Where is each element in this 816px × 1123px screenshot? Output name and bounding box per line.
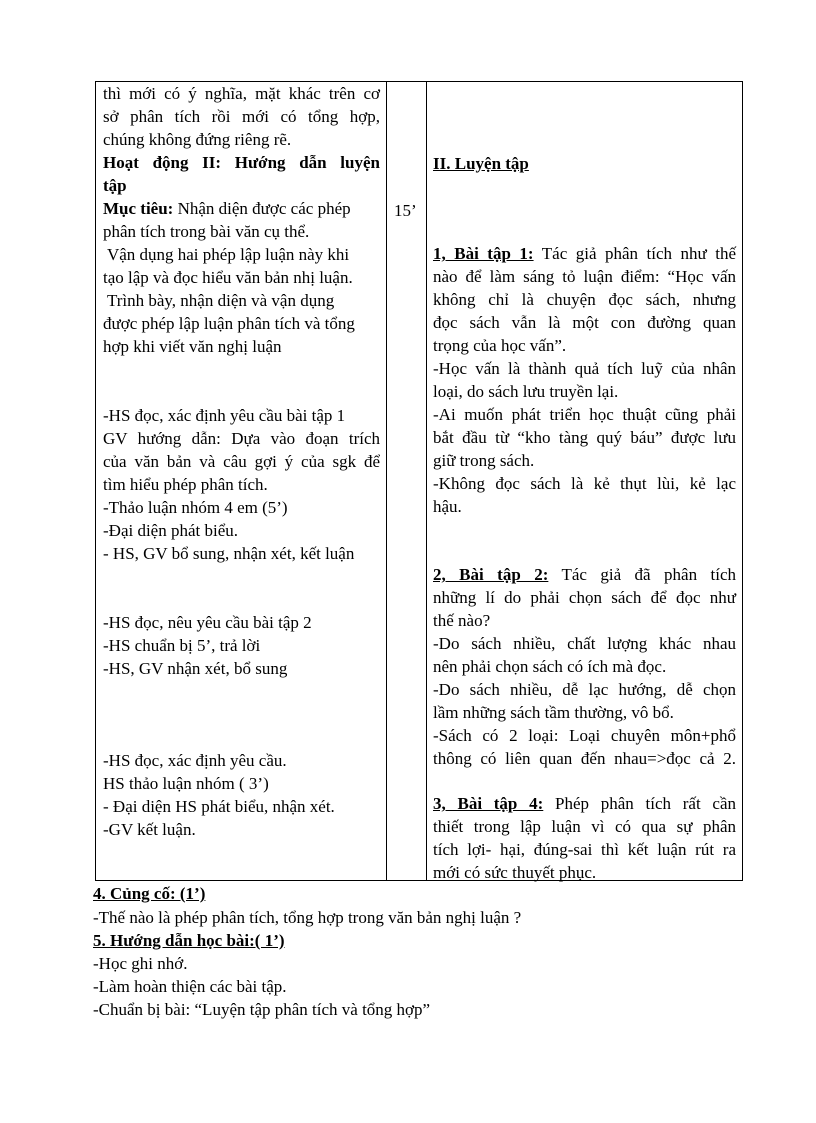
activity-title: Hoạt động II: Hướng dẫn luyện (103, 153, 380, 172)
ex1-answer-line: -Ai muốn phát triển học thuật cũng phải (433, 405, 736, 424)
objective-line: Trình bày, nhận diện và vận dụng (103, 291, 335, 310)
objective-line: được phép lập luận phân tích và tổng (103, 314, 355, 333)
ex1-question-line: không chỉ là chuyện đọc sách, nhưng (433, 290, 736, 309)
consolidate-question: -Thế nào là phép phân tích, tổng hợp trong văn bản nghị luận ? (93, 908, 522, 927)
ex1-step: -Đại diện phát biểu. (103, 521, 239, 540)
ex4-text (433, 792, 736, 815)
ex2-question-text: Tác giả đã phân tích (548, 565, 736, 584)
objective-line: phân tích trong bài văn cụ thể. (103, 222, 310, 241)
ex1-answer-line: bắt đầu từ “kho tàng quý báu” được lưu (433, 428, 736, 447)
ex1-step: -HS đọc, xác định yêu cầu bài tập 1 (103, 406, 346, 425)
intro-line: chúng không đứng riêng rẽ. (103, 130, 292, 149)
ex2-question-line: thế nào? (433, 611, 491, 630)
intro-line: sở phân tích rồi mới có tổng hợp, (103, 107, 380, 126)
guide-item: -Chuẩn bị bài: “Luyện tập phân tích và tổng hợp” (93, 1000, 431, 1019)
ex1-step: -Thảo luận nhóm 4 em (5’) (103, 498, 288, 517)
activities-column (96, 82, 387, 880)
objective-label: Mục tiêu: (103, 199, 174, 218)
objective-line: Vận dụng hai phép lập luận này khi (103, 245, 350, 264)
ex2-label: 2, Bài tập 2: (433, 565, 549, 584)
ex1-question-line: nào để làm sáng tỏ luận điểm: “Học vấn (433, 267, 736, 286)
ex1-label: 1, Bài tập 1: (433, 244, 534, 263)
ex4-line: thiết trong lập luận vì có qua sự phân (433, 817, 736, 836)
objective-line: tạo lập và đọc hiểu văn bản nhị luận. (103, 268, 353, 287)
ex2-answer-line: -Sách có 2 loại: Loại chuyên môn+phổ (433, 726, 736, 745)
objective-line (103, 197, 380, 220)
ex1-answer-line: -Học vấn là thành quả tích luỹ của nhân (433, 359, 736, 378)
ex1-step: tìm hiểu phép phân tích. (103, 475, 268, 494)
ex4-line: mới có sức thuyết phục. (433, 863, 597, 882)
ex1-step: GV hướng dẫn: Dựa vào đoạn trích (103, 429, 380, 448)
section-title: II. Luyện tập (433, 154, 529, 173)
ex4-step: HS thảo luận nhóm ( 3’) (103, 774, 269, 793)
ex2-answer-line: -Do sách nhiều, dễ lạc hướng, dễ chọn (433, 680, 736, 699)
consolidate-title: 4. Củng cố: (1’) (93, 884, 206, 903)
ex4-step: - Đại diện HS phát biểu, nhận xét. (103, 797, 335, 816)
lesson-table (95, 81, 743, 881)
ex2-answer-line: lầm những sách tầm thường, vô bổ. (433, 703, 674, 722)
ex1-question-text: Tác giả phân tích như thế (533, 244, 736, 263)
ex1-question-line: đọc sách vẫn là một con đường quan (433, 313, 736, 332)
ex1-step: của văn bản và câu gợi ý của sgk để (103, 452, 380, 471)
guide-item: -Học ghi nhớ. (93, 954, 188, 973)
ex1-answer-line: loại, do sách lưu truyền lại. (433, 382, 619, 401)
ex4-line: tích lợi- hại, đúng-sai thì kết luận rút ra (433, 840, 736, 859)
ex2-answer-line: -Do sách nhiều, chất lượng khác nhau (433, 634, 736, 653)
content-column (427, 82, 742, 880)
duration-label: 15’ (394, 201, 417, 220)
ex2-step: -HS chuẩn bị 5’, trả lời (103, 636, 261, 655)
intro-line: thì mới có ý nghĩa, mặt khác trên cơ (103, 84, 380, 103)
ex1-step: - HS, GV bổ sung, nhận xét, kết luận (103, 544, 355, 563)
ex4-first-text: Phép phân tích rất cần (543, 794, 736, 813)
ex2-answer-line: thông có liên quan đến nhau=>đọc cả 2. (433, 749, 736, 768)
ex4-label: 3, Bài tập 4: (433, 794, 544, 813)
ex2-step: -HS đọc, nêu yêu cầu bài tập 2 (103, 613, 312, 632)
time-column (386, 82, 427, 880)
activity-title: tập (103, 176, 127, 195)
ex1-question (433, 242, 736, 265)
objective-line: hợp khi viết văn nghị luận (103, 337, 282, 356)
guide-item: -Làm hoàn thiện các bài tập. (93, 977, 287, 996)
ex4-step: -HS đọc, xác định yêu cầu. (103, 751, 287, 770)
ex2-question (433, 563, 736, 586)
ex2-answer-line: nên phải chọn sách có ích mà đọc. (433, 657, 667, 676)
guide-title: 5. Hướng dẫn học bài:( 1’) (93, 931, 285, 950)
ex1-question-line: trọng của học vấn”. (433, 336, 567, 355)
ex2-step: -HS, GV nhận xét, bổ sung (103, 659, 288, 678)
ex1-answer-line: -Không đọc sách là kẻ thụt lùi, kẻ lạc (433, 474, 736, 493)
objective-text: Nhận diện được các phép (173, 199, 351, 218)
ex1-answer-line: hậu. (433, 497, 462, 516)
ex1-answer-line: giữ trong sách. (433, 451, 535, 470)
ex2-question-line: những lí do phải chọn sách để đọc như (433, 588, 736, 607)
ex4-step: -GV kết luận. (103, 820, 196, 839)
